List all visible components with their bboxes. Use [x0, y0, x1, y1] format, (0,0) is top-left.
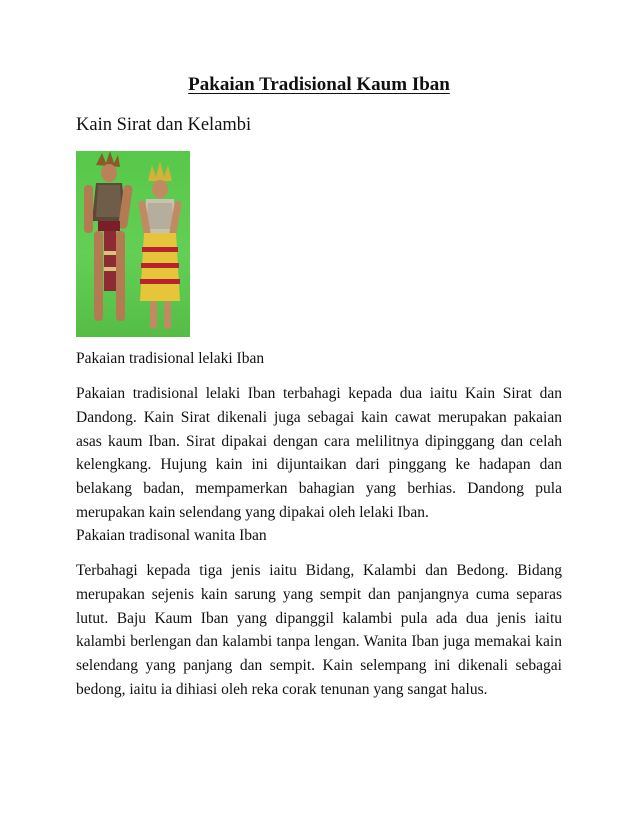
- section-heading-male: Pakaian tradisional lelaki Iban: [76, 350, 265, 367]
- page-subtitle: Kain Sirat dan Kelambi: [76, 115, 252, 135]
- iban-costume-photo: [76, 151, 190, 337]
- page-title: Pakaian Tradisional Kaum Iban: [188, 74, 450, 95]
- section-body-female: Terbahagi kepada tiga jenis iaitu Bidang, Kalambi dan Bedong. Bidang merupakan sejenis kain sarung yang sempit dan panjangnya cuma separas lutut. Baju Kaum Iban yang dipanggil kalambi pula ada dua jenis iaitu kalambi berlengan dan kalambi tanpa lengan. Wanita Iban juga memakai kain selendang yang panjang dan sempit. Kain selempang ini dikenali sebagai bedong, iaitu ia dihiasi oleh reka corak tenunan yang sangat halus.: [76, 562, 562, 698]
- section-heading-female: Pakaian tradisonal wanita Iban: [76, 527, 267, 544]
- iban-couple-illustration: [76, 151, 190, 337]
- section-body-male: Pakaian tradisional lelaki Iban terbahagi kepada dua iaitu Kain Sirat dan Dandong. Kain Sirat dikenali juga sebagai kain cawat merupakan pakaian asas kaum Iban. Sirat dipakai dengan cara melilitnya dipinggang dan celah kelengkang. Hujung kain ini dijuntaikan dari pinggang ke hadapan dan belakang badan, mempamerkan bahagian yang berhias. Dandong pula merupakan kain selendang yang dipakai oleh lelaki Iban.: [76, 385, 562, 521]
